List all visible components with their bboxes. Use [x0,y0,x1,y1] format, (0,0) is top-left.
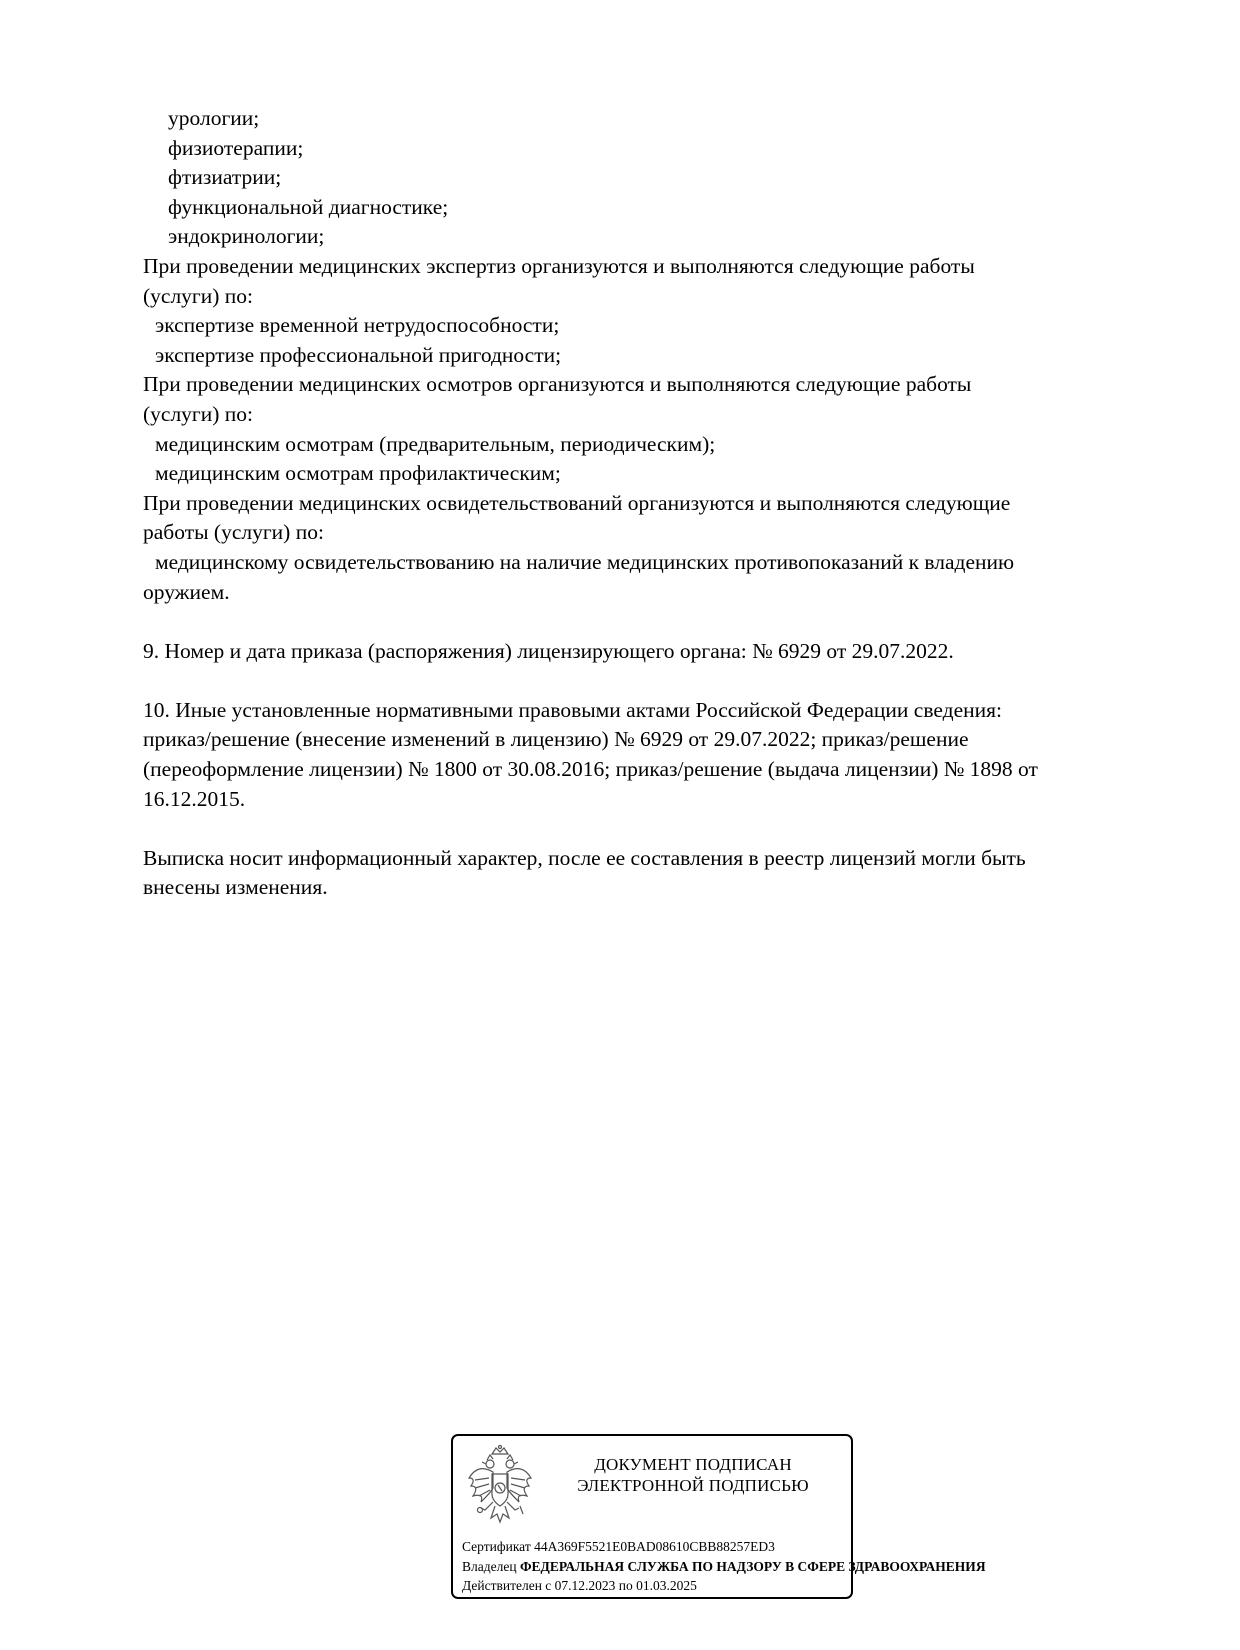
expertise-heading: При проведении медицинских экспертиз организуются и выполняются следующие работы [143,253,975,278]
section-10-line: (переоформление лицензии) № 1800 от 30.08.2016; приказ/решение (выдача лицензии) № 1898 от [143,757,1038,782]
section-10-line: приказ/решение (внесение изменений в лицензию) № 6929 от 29.07.2022; приказ/решение [143,727,969,752]
stamp-details [462,1537,986,1596]
stamp-title-line: ЭЛЕКТРОННОЙ ПОДПИСЬЮ [577,1476,809,1495]
list-item: фтизиатрии; [168,165,282,190]
paragraph-spacer [143,666,1153,696]
list-item: медицинскому освидетельствованию на наличие медицинских противопоказаний к владению [155,549,1015,574]
certification-heading-continued: работы (услуги) по: [143,520,324,545]
owner-value: ФЕДЕРАЛЬНАЯ СЛУЖБА ПО НАДЗОРУ В СФЕРЕ ЗДРАВООХРАНЕНИЯ [519,1558,986,1574]
certificate-value: 44A369F5521E0BAD08610CBB88257ED3 [534,1539,775,1554]
paragraph-spacer [143,814,1153,844]
list-item: функциональной диагностике; [168,194,449,219]
owner-label: Владелец [462,1558,517,1574]
list-item-continued: оружием. [143,579,230,604]
stamp-title-line: ДОКУМЕНТ ПОДПИСАН [594,1455,792,1474]
certificate-label: Сертификат [462,1539,531,1554]
list-item: экспертизе профессиональной пригодности; [155,342,562,367]
section-10-line: 16.12.2015. [143,786,246,811]
section-9: 9. Номер и дата приказа (распоряжения) лицензирующего органа: № 6929 от 29.07.2022. [143,638,954,663]
certificate-row [462,1537,986,1557]
expertise-heading-continued: (услуги) по: [143,283,254,308]
note-line: внесены изменения. [143,875,328,900]
list-item: урологии; [168,106,260,130]
section-10-line: 10. Иные установленные нормативными правовыми актами Российской Федерации сведения: [143,697,1002,722]
note-line: Выписка носит информационный характер, после ее составления в реестр лицензий могли быть [143,845,1026,870]
russian-coat-of-arms-icon [465,1444,535,1530]
list-item: экспертизе временной нетрудоспособности; [155,313,560,338]
owner-row [462,1557,986,1577]
list-item: медицинским осмотрам профилактическим; [155,461,561,486]
electronic-signature-stamp [451,1434,986,1599]
list-item: медицинским осмотрам (предварительным, периодическим); [155,431,716,456]
certification-heading: При проведении медицинских освидетельствований организуются и выполняются следующие [143,490,1011,515]
exams-heading: При проведении медицинских осмотров организуются и выполняются следующие работы [143,372,972,397]
list-item: эндокринологии; [168,224,325,249]
validity-row: Действителен с 07.12.2023 по 01.03.2025 [462,1578,697,1593]
exams-heading-continued: (услуги) по: [143,401,254,426]
paragraph-spacer [143,607,1153,637]
list-item: физиотерапии; [168,135,304,160]
stamp-title [548,1454,838,1496]
document-body [143,104,1153,903]
